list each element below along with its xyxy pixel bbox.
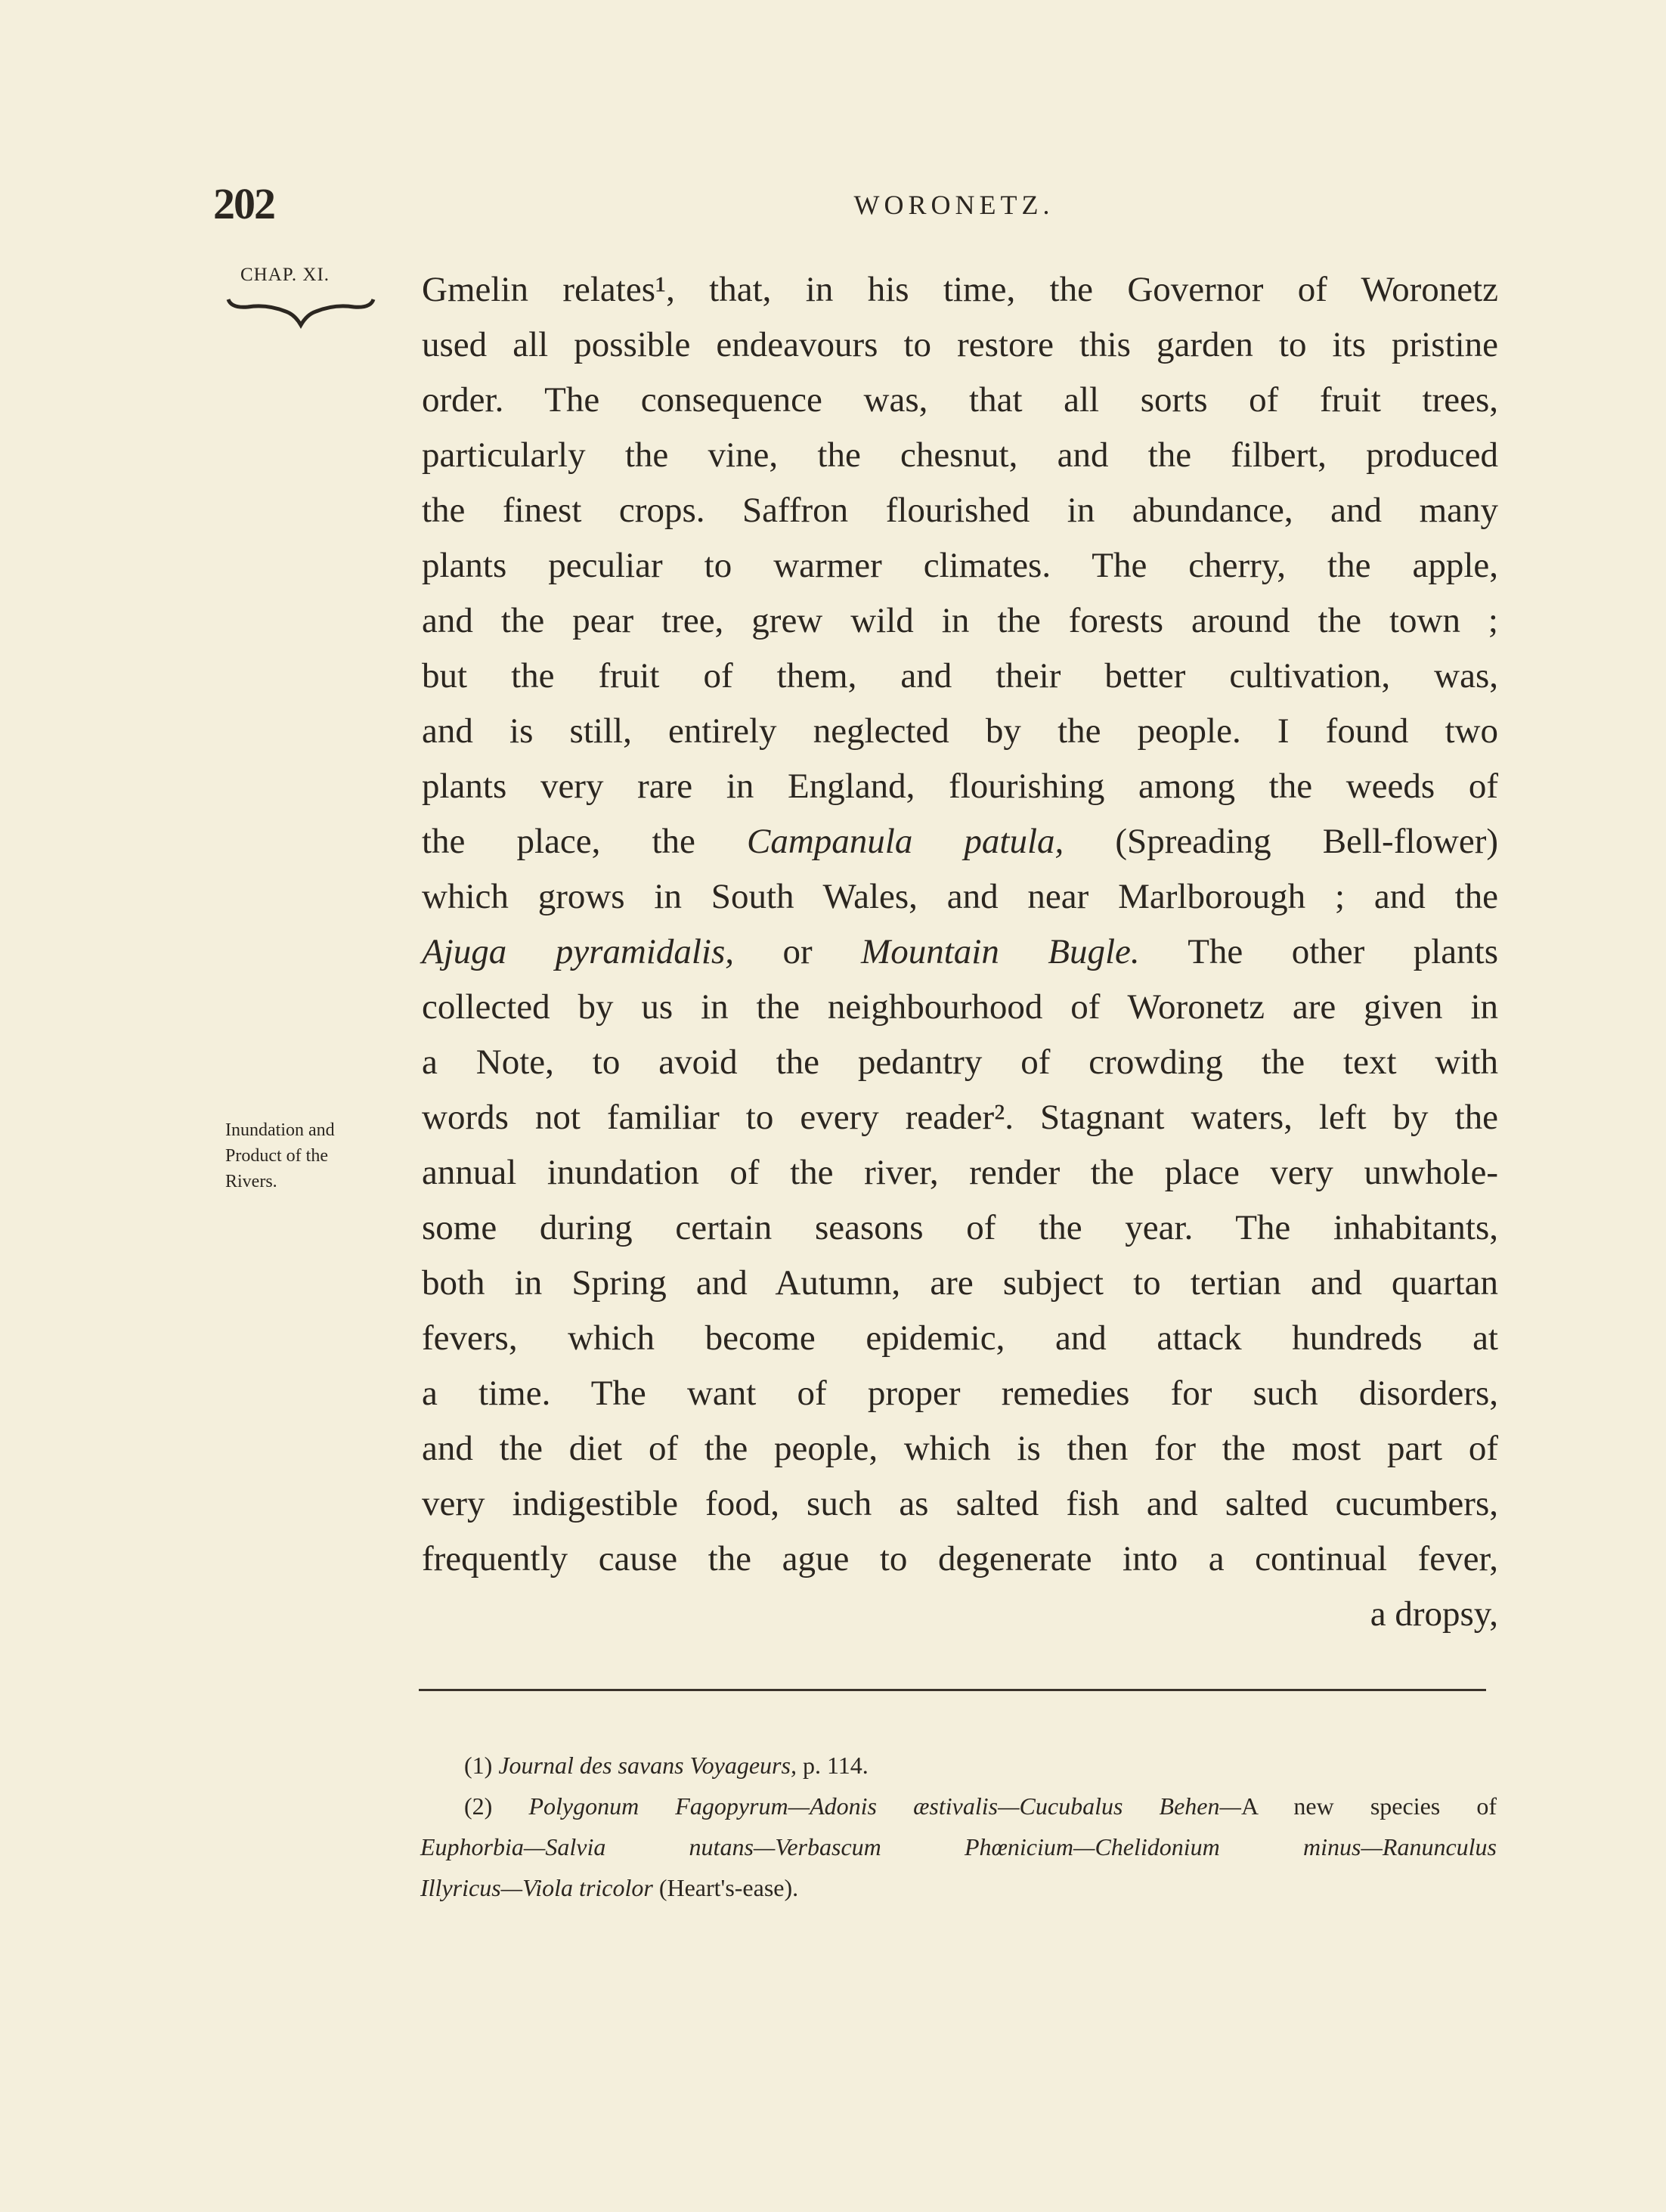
text-line [422, 538, 1498, 593]
text-segment: both in Spring and Autumn, are subject to tertian and quartan [422, 1263, 1498, 1303]
text-segment: but the fruit of them, and their better cultivation, was, [422, 656, 1498, 696]
text-line [422, 428, 1498, 483]
text-segment: and the pear tree, grew wild in the forests around the town ; [422, 601, 1498, 640]
text-segment: used all possible endeavours to restore this garden to its pristine [422, 325, 1498, 364]
text-segment: The other plants [1139, 932, 1499, 971]
text-segment: particularly the vine, the chesnut, and the filbert, produced [422, 435, 1498, 475]
text-line [422, 1145, 1498, 1200]
text-line [422, 1532, 1498, 1587]
text-line [422, 649, 1498, 704]
text-line [422, 814, 1498, 869]
italic-text: Mountain Bugle. [861, 932, 1140, 971]
text-segment: plants very rare in England, flourishing among the weeds of [422, 767, 1498, 806]
text-line [422, 1035, 1498, 1090]
italic-text: Journal des savans Voyageurs, [498, 1752, 797, 1779]
italic-text: Campanula patula, [747, 822, 1064, 861]
text-line [422, 1200, 1498, 1256]
footnotes [420, 1745, 1497, 1908]
text-segment: annual inundation of the river, render the place very unwhole- [422, 1153, 1498, 1192]
text-line [422, 1311, 1498, 1366]
chapter-label: CHAP. XI. [240, 265, 330, 285]
italic-text: Euphorbia—Salvia nutans—Verbascum Phœnicium—Chelidonium minus—Ranunculus [420, 1833, 1497, 1860]
text-line [422, 980, 1498, 1035]
margin-note-line: Product of the [225, 1146, 328, 1166]
text-line [422, 1366, 1498, 1421]
text-line [422, 1587, 1498, 1642]
text-segment: (Heart's-ease). [652, 1874, 799, 1901]
text-line [422, 373, 1498, 428]
text-line [422, 704, 1498, 759]
text-segment: a dropsy, [1370, 1594, 1498, 1634]
text-segment: or [734, 932, 862, 971]
text-segment: frequently cause the ague to degenerate into a continual fever, [422, 1539, 1498, 1578]
text-segment: Gmelin relates¹, that, in his time, the Governor of Woronetz [422, 270, 1498, 309]
footnote-line [420, 1745, 1497, 1786]
text-segment: p. 114. [796, 1752, 869, 1779]
text-segment: a time. The want of proper remedies for such disorders, [422, 1374, 1498, 1413]
text-line [422, 925, 1498, 980]
text-line [422, 1476, 1498, 1532]
text-segment: some during certain seasons of the year. The inhabitants, [422, 1208, 1498, 1247]
text-line [422, 1421, 1498, 1476]
text-segment: fevers, which become epidemic, and attack hundreds at [422, 1318, 1498, 1358]
text-segment: collected by us in the neighbourhood of Woronetz are given in [422, 987, 1498, 1027]
text-segment: the finest crops. Saffron flourished in abundance, and many [422, 491, 1498, 530]
text-line [422, 1090, 1498, 1145]
brace-ornament-icon [225, 293, 376, 331]
footnote-line [420, 1826, 1497, 1867]
text-line [422, 593, 1498, 649]
text-segment: (2) [464, 1792, 529, 1820]
running-head: WORONETZ. [853, 190, 1054, 220]
text-line [422, 483, 1498, 538]
text-line [422, 262, 1498, 318]
italic-text: Illyricus—Viola tricolor [420, 1874, 653, 1901]
text-segment: order. The consequence was, that all sorts of fruit trees, [422, 380, 1498, 420]
text-segment: (1) [464, 1752, 499, 1779]
text-segment: very indigestible food, such as salted fish and salted cucumbers, [422, 1484, 1498, 1523]
footnote-line [420, 1786, 1497, 1826]
text-line [422, 318, 1498, 373]
text-segment: a Note, to avoid the pedantry of crowding the text with [422, 1042, 1498, 1082]
margin-note-line: Inundation and [225, 1120, 335, 1140]
body-text [422, 262, 1498, 1642]
text-segment: A new species of [1240, 1792, 1497, 1820]
footnote-rule [419, 1689, 1486, 1691]
footnote-line [420, 1867, 1497, 1908]
margin-note [225, 1117, 335, 1194]
text-line [422, 1256, 1498, 1311]
italic-text: Ajuga pyramidalis, [422, 932, 735, 971]
text-segment: and the diet of the people, which is then for the most part of [422, 1429, 1498, 1468]
text-line [422, 759, 1498, 814]
text-segment: words not familiar to every reader². Stagnant waters, left by the [422, 1098, 1498, 1137]
italic-text: Polygonum Fagopyrum—Adonis æstivalis—Cucubalus Behen— [528, 1792, 1241, 1820]
margin-note-line: Rivers. [225, 1172, 277, 1191]
text-segment: (Spreading Bell-flower) [1064, 822, 1499, 861]
text-segment: and is still, entirely neglected by the people. I found two [422, 711, 1498, 751]
page-number: 202 [213, 179, 274, 228]
text-segment: the place, the [422, 822, 747, 861]
text-segment: plants peculiar to warmer climates. The cherry, the apple, [422, 546, 1498, 585]
text-line [422, 869, 1498, 925]
text-segment: which grows in South Wales, and near Marlborough ; and the [422, 877, 1498, 916]
